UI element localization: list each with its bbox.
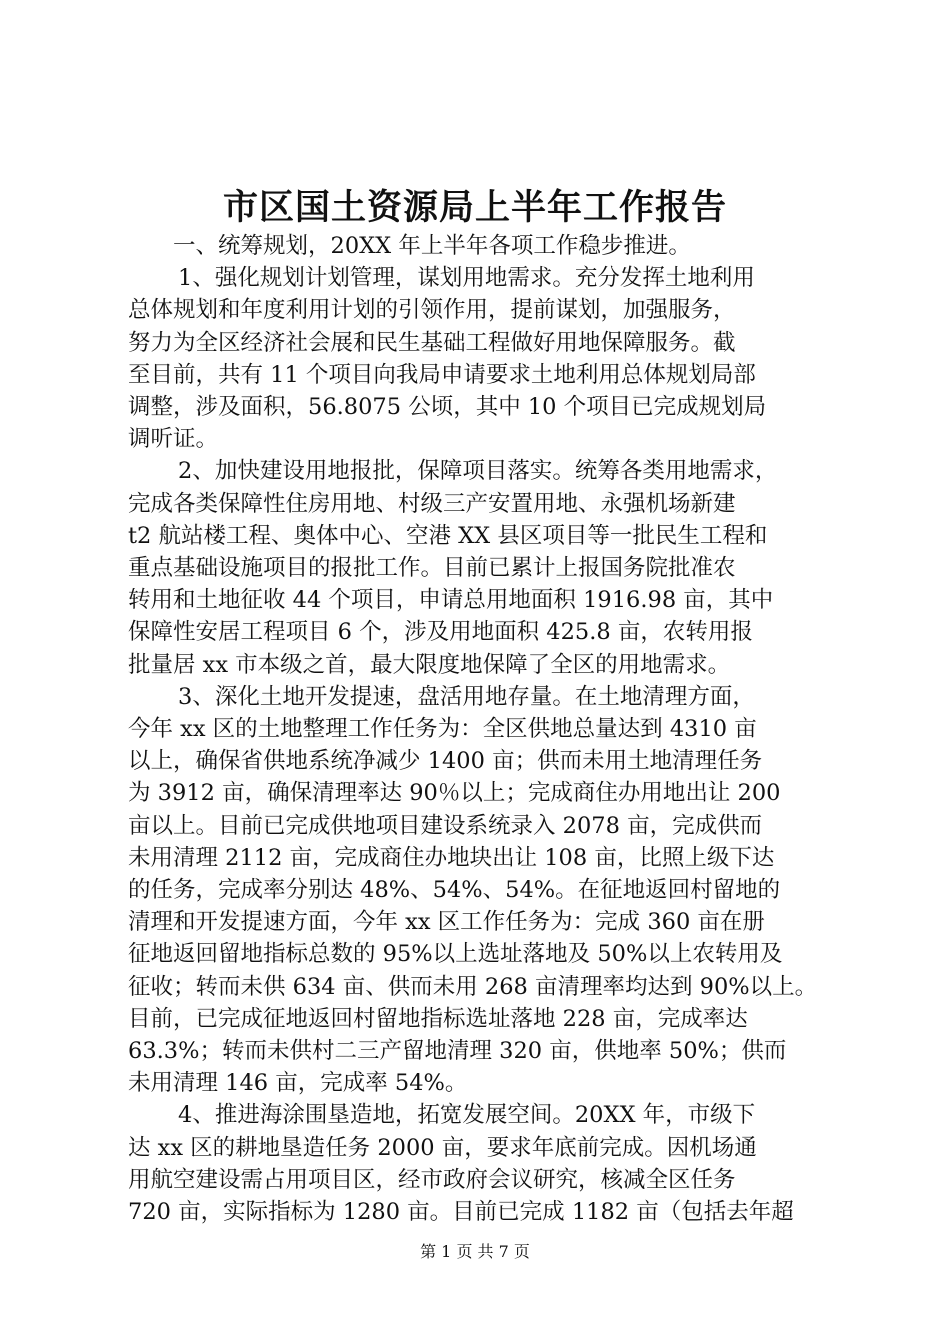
paragraph-line: 努力为全区经济社会展和民生基础工程做好用地保障服务。截	[128, 329, 736, 356]
paragraph-line: 征收；转而未供 634 亩、供而未用 268 亩清理率均达到 90%以上。	[128, 973, 818, 1000]
paragraph-line: 完成各类保障性住房用地、村级三产安置用地、永强机场新建	[128, 490, 736, 517]
paragraph-line: 总体规划和年度利用计划的引领作用，提前谋划，加强服务，	[128, 297, 736, 324]
paragraph-line: 720 亩，实际指标为 1280 亩。目前已完成 1182 亩（包括去年超	[128, 1199, 794, 1226]
paragraph-line: 63.3%；转而未供村二三产留地清理 320 亩，供地率 50%；供而	[128, 1038, 787, 1065]
paragraph-line: 未用清理 146 亩，完成率 54%。	[128, 1070, 468, 1097]
page-number-footer: 第 1 页 共 7 页	[420, 1242, 530, 1261]
paragraph-line: 至目前，共有 11 个项目向我局申请要求土地利用总体规划局部	[128, 361, 756, 388]
paragraph-line: 目前，已完成征地返回村留地指标选址落地 228 亩，完成率达	[128, 1005, 748, 1032]
paragraph-line: 亩以上。目前已完成供地项目建设系统录入 2078 亩，完成供而	[128, 812, 763, 839]
paragraph-line: 转用和土地征收 44 个项目，申请总用地面积 1916.98 亩，其中	[128, 587, 774, 614]
paragraph-line: 3、深化土地开发提速，盘活用地存量。在土地清理方面，	[178, 683, 755, 710]
paragraph-line: 保障性安居工程项目 6 个，涉及用地面积 425.8 亩，农转用报	[128, 619, 753, 646]
document-title: 市区国土资源局上半年工作报告	[222, 187, 727, 228]
paragraph-line: 2、加快建设用地报批，保障项目落实。统筹各类用地需求，	[178, 458, 778, 485]
paragraph-line: 清理和开发提速方面，今年 xx 区工作任务为：完成 360 亩在册	[128, 909, 765, 936]
paragraph-line: 未用清理 2112 亩，完成商住办地块出让 108 亩，比照上级下达	[128, 844, 775, 871]
paragraph-line: 征地返回留地指标总数的 95%以上选址落地及 50%以上农转用及	[128, 941, 783, 968]
document-body	[128, 230, 832, 1228]
paragraph-line: 的任务，完成率分别达 48%、54%、54%。在征地返回村留地的	[128, 877, 781, 904]
paragraph-line: 重点基础设施项目的报批工作。目前已累计上报国务院批准农	[128, 555, 736, 582]
section-heading: 一、统筹规划，20XX 年上半年各项工作稳步推进。	[173, 233, 691, 259]
paragraph-line: 1、强化规划计划管理，谋划用地需求。充分发挥土地利用	[178, 265, 755, 292]
paragraph-line: 调整，涉及面积，56.8075 公顷，其中 10 个项目已完成规划局	[128, 394, 767, 421]
paragraph-line: 今年 xx 区的土地整理工作任务为：全区供地总量达到 4310 亩	[128, 716, 757, 743]
paragraph-line: 4、推进海涂围垦造地，拓宽发展空间。20XX 年，市级下	[178, 1102, 756, 1129]
paragraph-line: t2 航站楼工程、奥体中心、空港 XX 县区项目等一批民生工程和	[128, 522, 768, 549]
paragraph-line: 用航空建设需占用项目区，经市政府会议研究，核减全区任务	[128, 1166, 736, 1193]
paragraph-line: 批量居 xx 市本级之首，最大限度地保障了全区的用地需求。	[128, 651, 731, 678]
paragraph-line: 调听证。	[128, 426, 219, 453]
paragraph-line: 达 xx 区的耕地垦造任务 2000 亩，要求年底前完成。因机场通	[128, 1134, 757, 1161]
paragraph-line: 以上，确保省供地系统净减少 1400 亩；供而未用土地清理任务	[128, 748, 763, 775]
paragraph-line: 为 3912 亩，确保清理率达 90％以上；完成商住办用地出让 200	[128, 780, 781, 807]
